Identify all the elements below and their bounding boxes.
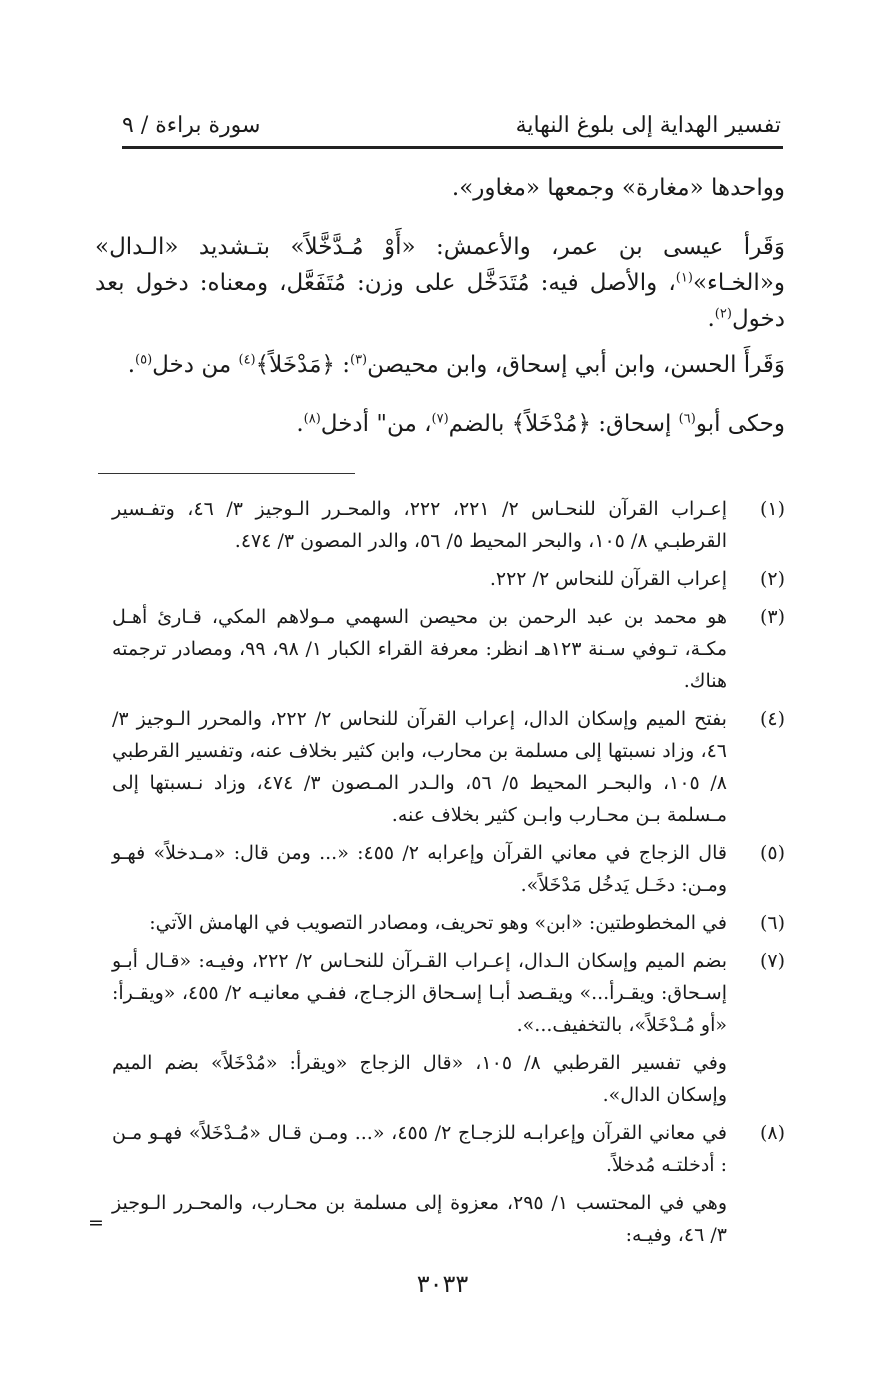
footnote-text: بفتح الميم وإسكان الدال، إعراب القرآن للنحاس ٢/ ٢٢٢، والمحرر الـوجيز ٣/ ٤٦، وزاد نسبتها إلى مسلمة بن محارب، وابن كثير بخلاف عنه، وتفسير القرطبي ٨/ ١٠٥، والبحـر المحيط ٥/ ٥٦، والـدر المـصون ٣/ ٤٧٤، وزاد نـسبتها إلى مـسلمة بـن محـارب وابـن كثير بخلاف عنه. <box>112 708 727 826</box>
footnote-text: إعراب القرآن للنحاس ٢/ ٢٢٢. <box>489 568 727 590</box>
footnote-5 <box>112 837 785 901</box>
footnotes <box>112 493 785 1257</box>
footnote-7 <box>112 945 785 1041</box>
running-header-surah: سورة براءة / ٩ <box>122 113 261 138</box>
footnote-4 <box>112 703 785 831</box>
footnote-1 <box>112 493 785 557</box>
footnote-6 <box>112 907 785 939</box>
footnote-number: (١) <box>759 498 785 520</box>
footnote-text: في المخطوطتين: «ابن» وهو تحريف، ومصادر التصويب في الهامش الآتي: <box>149 912 727 934</box>
footnote-text: قال الزجاج في معاني القرآن وإعرابه ٢/ ٤٥٥: «... ومن قال: «مـدخلاً» فهـو ومـن: دخَـل يَدخُل مَدْخَلاً». <box>112 842 727 896</box>
footnote-text: هو محمد بن عبد الرحمن بن محيصن السهمي مـولاهم المكي، قـارئ أهـل مكـة، تـوفي سـنة ١٢٣هـ انظر: معرفة القراء الكبار ١/ ٩٨، ٩٩، ومصادر ترجمته هناك. <box>112 606 727 692</box>
paragraph-4: وحكى أبو$^{(٦)}$ إسحاق: ﴿مُدْخَلاً﴾ بالضم$^{(٧)}$، من" أدخل$^{(٨)}$. <box>296 411 785 437</box>
paragraph-2: وَقَرأ عيسى بن عمر، والأعمش: «أَوْ مُـدَّخَّلاً» بتـشديد «الـدال» و«الخـاء»$^{(١)}$، والأصل فيه: مُتَدَخَّل على وزن: مُتَفَعَّل، ومعناه: دخول بعد دخول$^{(٢)}$. <box>95 234 785 332</box>
footnote-7-continuation: وفي تفسير القرطبي ٨/ ١٠٥، «قال الزجاج «ويقرأ: «مُدْخَلاً» بضم الميم وإسكان الدال». <box>112 1052 727 1106</box>
paragraph-1: وواحدها «مغارة» وجمعها «مغاور». <box>451 175 785 201</box>
footnote-8-continuation: وهي في المحتسب ١/ ٢٩٥، معزوة إلى مسلمة بن محـارب، والمحـرر الـوجيز ٣/ ٤٦، وفيـه: <box>112 1192 728 1246</box>
paragraph-3: وَقَرأَ الحسن، وابن أبي إسحاق، وابن محيصن$^{(٣)}$: ﴿مَدْخَلاً﴾$^{(٤)}$ من دخل$^{(٥)}$. <box>127 352 785 378</box>
footnote-number: (٨) <box>759 1122 785 1144</box>
footnote-number: (٧) <box>759 950 785 972</box>
footnote-ref-7[interactable]: (٧) <box>431 411 449 427</box>
footnote-ref-4[interactable]: (٤) <box>238 352 256 368</box>
footnote-number: (٤) <box>759 708 785 730</box>
footnote-text: إعـراب القرآن للنحـاس ٢/ ٢٢١، ٢٢٢، والمحـرر الـوجيز ٣/ ٤٦، وتفـسير القرطبـي ٨/ ١٠٥، والبحر المحيط ٥/ ٥٦، والدر المصون ٣/ ٤٧٤. <box>112 498 727 552</box>
footnote-number: (٦) <box>759 912 785 934</box>
footnote-2 <box>112 563 785 595</box>
footnote-ref-3[interactable]: (٣) <box>349 352 368 368</box>
main-text <box>95 170 785 465</box>
footnote-ref-6[interactable]: (٦) <box>678 411 696 427</box>
footnote-ref-2[interactable]: (٢) <box>714 306 732 322</box>
footnote-3 <box>112 601 785 697</box>
footnote-ref-5[interactable]: (٥) <box>135 352 153 368</box>
continuation-mark: = <box>88 1212 104 1234</box>
footnote-ref-1[interactable]: (١) <box>675 270 693 286</box>
footnote-number: (٣) <box>759 606 785 628</box>
page-number: ٣٠٣٣ <box>416 1270 469 1298</box>
footnote-text: في معاني القرآن وإعرابـه للزجـاج ٢/ ٤٥٥، «... ومـن قـال «مُـدْخَلاً» فهـو مـن : أدخلتـه مُدخلاً. <box>112 1122 727 1176</box>
footnote-ref-8[interactable]: (٨) <box>303 411 321 427</box>
footnote-text: بضم الميم وإسكان الـدال، إعـراب القـرآن للنحـاس ٢/ ٢٢٢، وفيـه: «قـال أبـو إسـحاق: ويقـرأ...» ويقـصد أبـا إسـحاق الزجـاج، ففـي معانيـه ٢/ ٤٥٥، «ويقـرأ: «أو مُـدْخَلاً»، بالتخفيف...». <box>112 950 727 1036</box>
footnote-8 <box>112 1117 785 1181</box>
footnote-separator <box>98 473 355 474</box>
header-rule <box>122 146 783 149</box>
footnote-number: (٢) <box>759 568 785 590</box>
footnote-number: (٥) <box>759 842 785 864</box>
running-header-title: تفسير الهداية إلى بلوغ النهاية <box>515 113 781 138</box>
